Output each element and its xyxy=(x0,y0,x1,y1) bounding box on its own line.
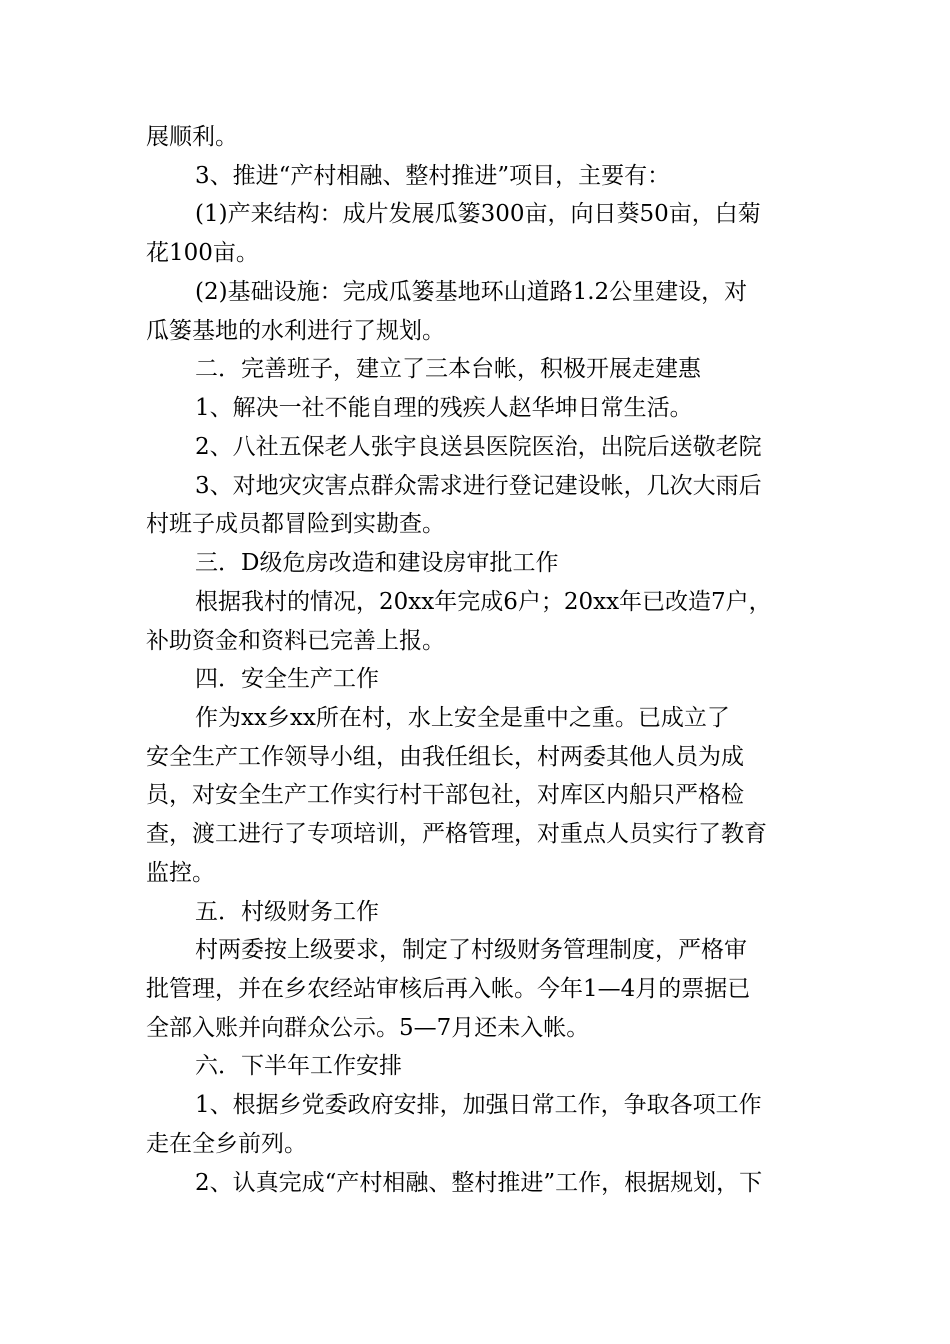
section-heading: 五．村级财务工作 xyxy=(195,899,379,925)
text-line: (1)产来结构：成片发展瓜篓300亩，向日葵50亩，白菊 xyxy=(195,201,761,227)
text-line: 2、八社五保老人张宇良送县医院医治，出院后送敬老院 xyxy=(195,434,762,460)
text-line: 花100亩。 xyxy=(146,240,259,266)
text-line: 瓜篓基地的水利进行了规划。 xyxy=(146,318,445,344)
text-line: 3、对地灾灾害点群众需求进行登记建设帐，几次大雨后 xyxy=(195,473,762,499)
text-line: 补助资金和资料已完善上报。 xyxy=(146,628,445,654)
section-heading: 三．D级危房改造和建设房审批工作 xyxy=(195,550,559,576)
text-line: 安全生产工作领导小组，由我任组长，村两委其他人员为成 xyxy=(146,744,744,770)
text-line: 1、解决一社不能自理的残疾人赵华坤日常生活。 xyxy=(195,395,693,421)
text-line: 村班子成员都冒险到实勘查。 xyxy=(146,511,445,537)
text-line: 2、认真完成“产村相融、整村推进”工作，根据规划，下 xyxy=(195,1170,763,1196)
text-line: 村两委按上级要求，制定了村级财务管理制度，严格审 xyxy=(195,937,747,963)
text-line: (2)基础设施：完成瓜篓基地环山道路1.2公里建设，对 xyxy=(195,279,748,305)
text-line: 查，渡工进行了专项培训，严格管理，对重点人员实行了教育 xyxy=(146,821,767,847)
text-line: 监控。 xyxy=(146,860,215,886)
text-line: 3、推进“产村相融、整村推进”项目，主要有： xyxy=(195,163,671,189)
text-line: 批管理，并在乡农经站审核后再入帐。今年1—4月的票据已 xyxy=(146,976,751,1002)
text-line: 员，对安全生产工作实行村干部包社，对库区内船只严格检 xyxy=(146,782,744,808)
text-line: 根据我村的情况，20xx年完成6户；20xx年已改造7户， xyxy=(195,589,772,615)
section-heading: 六．下半年工作安排 xyxy=(195,1053,402,1079)
section-heading: 四．安全生产工作 xyxy=(195,666,379,692)
text-line: 1、根据乡党委政府安排，加强日常工作，争取各项工作 xyxy=(195,1092,762,1118)
section-heading: 二．完善班子，建立了三本台帐，积极开展走建惠 xyxy=(195,356,701,382)
text-line: 展顺利。 xyxy=(146,124,238,150)
text-line: 走在全乡前列。 xyxy=(146,1131,307,1157)
text-line: 全部入账并向群众公示。5—7月还未入帐。 xyxy=(146,1015,590,1041)
text-line: 作为xx乡xx所在村，水上安全是重中之重。已成立了 xyxy=(195,705,730,731)
